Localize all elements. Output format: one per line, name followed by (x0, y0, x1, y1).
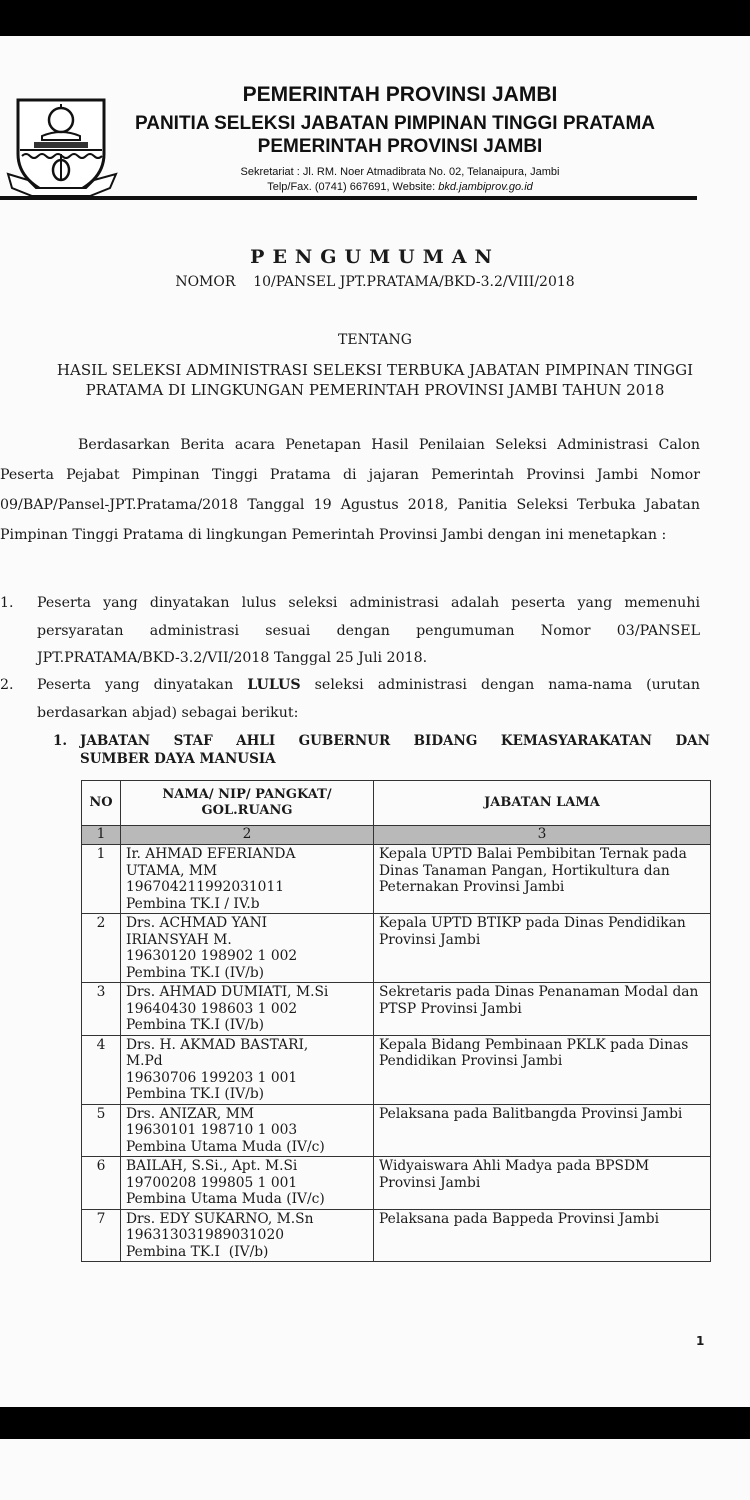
candidate-detail-line: Pembina TK.I (IV/b) (126, 1017, 265, 1033)
table-header-row (82, 781, 711, 826)
letterhead-divider (0, 196, 697, 200)
letterhead-government-name: PEMERINTAH PROVINSI JAMBI (242, 83, 558, 106)
candidate-details (121, 1104, 374, 1157)
item-1-number: 1. (0, 595, 14, 611)
table-row (82, 1104, 711, 1157)
item-2-text-bold: LULUS (247, 677, 301, 693)
letterhead-government-name-2: PEMERINTAH PROVINSI JAMBI (257, 136, 543, 157)
previous-position: Kepala UPTD Balai Pembibitan Ternak pada Dinas Tanaman Pangan, Hortikultura dan Peternakan Provinsi Jambi (374, 845, 711, 914)
candidate-detail-line: Ir. AHMAD EFERIANDA (126, 846, 296, 862)
item-2-text-b: seleksi administrasi dengan nama-nama (urutan berdasarkan abjad) sebagai berikut: (37, 677, 700, 721)
index-cell: 3 (374, 826, 711, 845)
row-number: 7 (82, 1209, 121, 1262)
intro-paragraph (0, 430, 700, 550)
section-line-2: SUMBER DAYA MANUSIA (80, 751, 276, 767)
subject-line-1: HASIL SELEKSI ADMINISTRASI SELEKSI TERBUKA JABATAN PIMPINAN TINGGI (56, 361, 694, 379)
letterhead-contact (120, 181, 680, 193)
candidate-detail-line: Pembina TK.I (IV/b) (126, 1243, 269, 1260)
row-number: 5 (82, 1104, 121, 1157)
candidate-details (121, 1035, 374, 1104)
item-2-text (37, 672, 700, 727)
candidate-details (121, 1209, 374, 1262)
candidate-detail-line: 19700208 199805 1 001 (126, 1174, 298, 1191)
letterhead-committee-name: PANITIA SELEKSI JABATAN PIMPINAN TINGGI PRATAMA (134, 113, 656, 134)
candidate-detail-line: 19630706 199203 1 001 (126, 1069, 298, 1086)
row-number: 6 (82, 1157, 121, 1210)
item-1-text: Peserta yang dinyatakan lulus seleksi administrasi adalah peserta yang memenuhi persyaratan administrasi sesuai dengan pengumuman Nomor 03/PANSEL JPT.PRATAMA/BKD-3.2/VII/2018 Tanggal 25 Juli 2018. (37, 595, 700, 666)
item-2-number: 2. (0, 677, 14, 693)
intro-text: Berdasarkan Berita acara Penetapan Hasil Penilaian Seleksi Administrasi Calon Peserta Pejabat Pimpinan Tinggi Pratama di jajaran Pemerintah Provinsi Jambi Nomor 09/BAP/Pansel-JPT.Pratama/2018 Tanggal 19 Agustus 2018, Panitia Seleksi Terbuka Jabatan Pimpinan Tinggi Pratama di lingkungan Pemerintah Provinsi Jambi dengan ini menetapkan : (0, 437, 700, 543)
announcement-title: PENGUMUMAN (250, 246, 500, 268)
candidate-detail-line: Pembina TK.I / IV.b (126, 895, 260, 912)
header-no: NO (82, 781, 121, 826)
subject-line-2: PRATAMA DI LINGKUNGAN PEMERINTAH PROVINSI JAMBI TAHUN 2018 (85, 381, 665, 399)
contact-text: Telp/Fax. (0741) 667691, Website: (267, 181, 439, 193)
item-2-text-a: Peserta yang dinyatakan (37, 677, 248, 693)
section-line-1: JABATAN STAF AHLI GUBERNUR BIDANG KEMASYARAKATAN DAN (80, 733, 710, 749)
candidate-detail-line: UTAMA, MM (126, 862, 218, 879)
candidate-detail-line: Pembina TK.I (IV/b) (126, 1086, 265, 1102)
candidate-details (121, 845, 374, 914)
header-position: JABATAN LAMA (374, 781, 711, 826)
candidate-detail-line: Drs. AHMAD DUMIATI, M.Si (126, 984, 329, 1000)
candidate-detail-line: Drs. H. AKMAD BASTARI, (126, 1036, 309, 1053)
candidate-detail-line: 196704211992031011 (126, 879, 285, 895)
row-number: 4 (82, 1035, 121, 1104)
jambi-province-emblem-icon (6, 92, 118, 204)
header-name: NAMA/ NIP/ PANGKAT/ GOL.RUANG (121, 781, 374, 826)
table-row (82, 845, 711, 914)
previous-position: Widyaiswara Ahli Madya pada BPSDM Provinsi Jambi (374, 1157, 711, 1210)
candidate-detail-line: 19640430 198603 1 002 (126, 1000, 298, 1017)
about-label: TENTANG (338, 332, 412, 348)
previous-position: Kepala UPTD BTIKP pada Dinas Pendidikan Provinsi Jambi (374, 914, 711, 983)
table-row (82, 1035, 711, 1104)
announcement-subject (0, 360, 750, 400)
candidate-detail-line: BAILAH, S.Si., Apt. M.Si (126, 1158, 298, 1174)
previous-position: Pelaksana pada Bappeda Provinsi Jambi (374, 1209, 711, 1262)
table-row (82, 983, 711, 1036)
row-number: 2 (82, 914, 121, 983)
candidate-details (121, 983, 374, 1036)
position-section-heading (53, 732, 713, 768)
website-link: bkd.jambiprov.go.id (438, 181, 533, 193)
passed-candidates-table (81, 780, 711, 1262)
candidate-detail-line: 19630101 198710 1 003 (126, 1122, 298, 1138)
row-number: 1 (82, 845, 121, 914)
page-number: 1 (696, 1334, 705, 1348)
table-row (82, 914, 711, 983)
candidate-detail-line: Drs. ACHMAD YANI (126, 915, 268, 931)
table-row (82, 1157, 711, 1210)
candidate-detail-line: 196313031989031020 (126, 1227, 285, 1243)
previous-position: Sekretaris pada Dinas Penanaman Modal dan PTSP Provinsi Jambi (374, 983, 711, 1036)
announcement-number: NOMOR 10/PANSEL JPT.PRATAMA/BKD-3.2/VIII/2018 (175, 274, 575, 290)
table-index-row (82, 826, 711, 845)
previous-position: Pelaksana pada Balitbangda Provinsi Jambi (374, 1104, 711, 1157)
candidate-detail-line: Drs. ANIZAR, MM (126, 1105, 254, 1122)
candidate-details (121, 914, 374, 983)
candidate-detail-line: IRIANSYAH M. (126, 931, 232, 948)
row-number: 3 (82, 983, 121, 1036)
candidate-detail-line: M.Pd (126, 1053, 163, 1069)
section-number: 1. (53, 733, 68, 749)
candidate-details (121, 1157, 374, 1210)
candidate-detail-line: 19630120 198902 1 002 (126, 948, 298, 964)
letterhead-address: Sekretariat : Jl. RM. Noer Atmadibrata No. 02, Telanaipura, Jambi (240, 166, 560, 178)
candidate-detail-line: Pembina TK.I (IV/b) (126, 964, 265, 981)
candidate-detail-line: Pembina Utama Muda (IV/c) (126, 1138, 325, 1155)
bottom-black-bar (0, 1407, 750, 1439)
top-black-bar (0, 0, 750, 36)
candidate-detail-line: Drs. EDY SUKARNO, M.Sn (126, 1210, 314, 1227)
previous-position: Kepala Bidang Pembinaan PKLK pada Dinas Pendidikan Provinsi Jambi (374, 1035, 711, 1104)
index-cell: 2 (121, 826, 374, 845)
index-cell: 1 (82, 826, 121, 845)
candidate-detail-line: Pembina Utama Muda (IV/c) (126, 1191, 325, 1207)
table-row (82, 1209, 711, 1262)
